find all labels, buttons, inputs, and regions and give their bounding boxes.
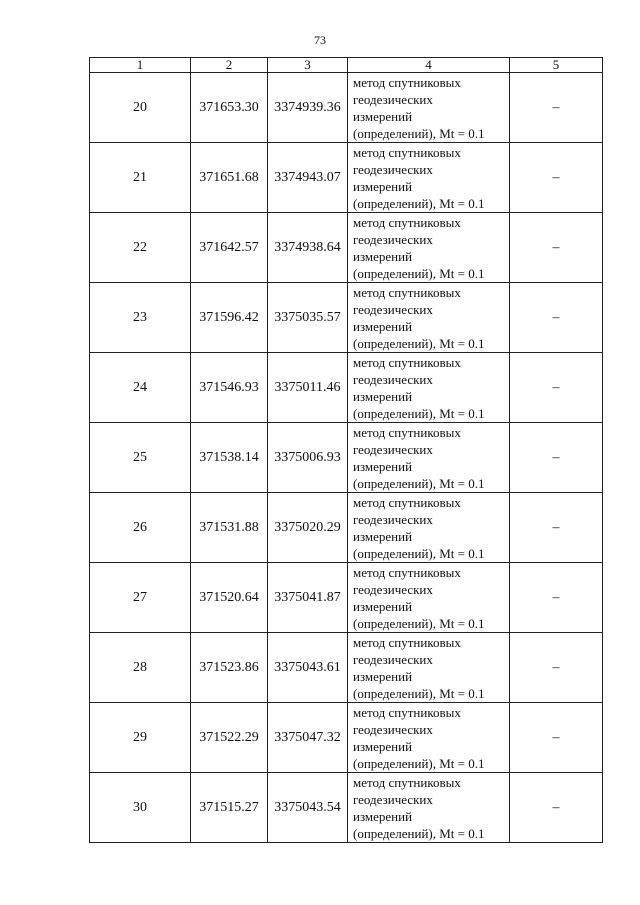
method-line: метод спутниковых — [353, 564, 461, 580]
table-row — [90, 423, 603, 493]
y-coordinate-cell: 3374938.64 — [268, 213, 348, 283]
table-row — [90, 703, 603, 773]
method-cell — [348, 633, 510, 703]
x-coordinate-cell: 371520.64 — [191, 563, 268, 633]
coordinates-table — [89, 57, 603, 843]
x-coordinate-cell: 371651.68 — [191, 143, 268, 213]
method-cell — [348, 423, 510, 493]
method-cell — [348, 493, 510, 563]
method-line: (определений), Mt = 0.1 — [353, 475, 485, 491]
point-number-cell: 20 — [90, 73, 191, 143]
header-row — [90, 58, 603, 73]
table-row — [90, 73, 603, 143]
y-coordinate-cell: 3375043.54 — [268, 773, 348, 843]
point-number-cell: 28 — [90, 633, 191, 703]
note-cell: – — [510, 213, 603, 283]
method-line: (определений), Mt = 0.1 — [353, 615, 485, 631]
x-coordinate-cell: 371642.57 — [191, 213, 268, 283]
y-coordinate-cell: 3375006.93 — [268, 423, 348, 493]
table-row — [90, 353, 603, 423]
table-row — [90, 563, 603, 633]
method-line: измерений — [353, 738, 413, 754]
note-cell: – — [510, 633, 603, 703]
method-line: метод спутниковых — [353, 144, 461, 160]
point-number-cell: 27 — [90, 563, 191, 633]
method-cell — [348, 283, 510, 353]
method-line: измерений — [353, 388, 413, 404]
method-line: (определений), Mt = 0.1 — [353, 545, 485, 561]
column-header-note: 5 — [510, 58, 603, 73]
point-number-cell: 21 — [90, 143, 191, 213]
point-number-cell: 26 — [90, 493, 191, 563]
column-header-x: 2 — [191, 58, 268, 73]
method-line: метод спутниковых — [353, 704, 461, 720]
table-row — [90, 143, 603, 213]
x-coordinate-cell: 371523.86 — [191, 633, 268, 703]
method-line: измерений — [353, 668, 413, 684]
point-number-cell: 22 — [90, 213, 191, 283]
y-coordinate-cell: 3375047.32 — [268, 703, 348, 773]
x-coordinate-cell: 371515.27 — [191, 773, 268, 843]
method-line: геодезических — [353, 301, 433, 317]
method-line: (определений), Mt = 0.1 — [353, 195, 485, 211]
method-line: измерений — [353, 528, 413, 544]
method-line: геодезических — [353, 721, 433, 737]
method-line: измерений — [353, 178, 413, 194]
method-line: метод спутниковых — [353, 74, 461, 90]
method-line: геодезических — [353, 231, 433, 247]
point-number-cell: 30 — [90, 773, 191, 843]
table-row — [90, 493, 603, 563]
note-cell: – — [510, 73, 603, 143]
x-coordinate-cell: 371596.42 — [191, 283, 268, 353]
y-coordinate-cell: 3375035.57 — [268, 283, 348, 353]
method-line: метод спутниковых — [353, 214, 461, 230]
method-line: (определений), Mt = 0.1 — [353, 265, 485, 281]
point-number-cell: 24 — [90, 353, 191, 423]
method-line: измерений — [353, 318, 413, 334]
method-line: геодезических — [353, 651, 433, 667]
method-line: геодезических — [353, 581, 433, 597]
method-line: (определений), Mt = 0.1 — [353, 125, 485, 141]
note-cell: – — [510, 773, 603, 843]
x-coordinate-cell: 371653.30 — [191, 73, 268, 143]
method-line: измерений — [353, 458, 413, 474]
method-line: измерений — [353, 248, 413, 264]
method-cell — [348, 773, 510, 843]
note-cell: – — [510, 283, 603, 353]
method-line: геодезических — [353, 441, 433, 457]
method-line: метод спутниковых — [353, 494, 461, 510]
note-cell: – — [510, 703, 603, 773]
column-header-method: 4 — [348, 58, 510, 73]
method-line: (определений), Mt = 0.1 — [353, 335, 485, 351]
method-line: (определений), Mt = 0.1 — [353, 755, 485, 771]
method-line: (определений), Mt = 0.1 — [353, 825, 485, 841]
note-cell: – — [510, 423, 603, 493]
x-coordinate-cell: 371538.14 — [191, 423, 268, 493]
note-cell: – — [510, 493, 603, 563]
table-row — [90, 773, 603, 843]
page-number: 73 — [314, 33, 326, 47]
y-coordinate-cell: 3374943.07 — [268, 143, 348, 213]
method-cell — [348, 703, 510, 773]
y-coordinate-cell: 3375043.61 — [268, 633, 348, 703]
y-coordinate-cell: 3375011.46 — [268, 353, 348, 423]
method-line: метод спутниковых — [353, 424, 461, 440]
x-coordinate-cell: 371546.93 — [191, 353, 268, 423]
note-cell: – — [510, 143, 603, 213]
method-line: геодезических — [353, 791, 433, 807]
method-line: метод спутниковых — [353, 354, 461, 370]
method-cell — [348, 353, 510, 423]
method-line: геодезических — [353, 91, 433, 107]
table-body — [90, 73, 603, 843]
method-cell — [348, 143, 510, 213]
method-cell — [348, 563, 510, 633]
table-row — [90, 283, 603, 353]
x-coordinate-cell: 371522.29 — [191, 703, 268, 773]
method-line: (определений), Mt = 0.1 — [353, 405, 485, 421]
x-coordinate-cell: 371531.88 — [191, 493, 268, 563]
method-line: геодезических — [353, 511, 433, 527]
note-cell: – — [510, 353, 603, 423]
method-line: метод спутниковых — [353, 634, 461, 650]
method-line: измерений — [353, 108, 413, 124]
column-header-y: 3 — [268, 58, 348, 73]
column-header-number: 1 — [90, 58, 191, 73]
table-row — [90, 633, 603, 703]
method-line: (определений), Mt = 0.1 — [353, 685, 485, 701]
point-number-cell: 23 — [90, 283, 191, 353]
method-line: измерений — [353, 598, 413, 614]
note-cell: – — [510, 563, 603, 633]
method-line: измерений — [353, 808, 413, 824]
y-coordinate-cell: 3375041.87 — [268, 563, 348, 633]
method-line: геодезических — [353, 161, 433, 177]
method-line: метод спутниковых — [353, 774, 461, 790]
point-number-cell: 29 — [90, 703, 191, 773]
method-line: геодезических — [353, 371, 433, 387]
table-row — [90, 213, 603, 283]
method-line: метод спутниковых — [353, 284, 461, 300]
y-coordinate-cell: 3374939.36 — [268, 73, 348, 143]
method-cell — [348, 213, 510, 283]
point-number-cell: 25 — [90, 423, 191, 493]
method-cell — [348, 73, 510, 143]
y-coordinate-cell: 3375020.29 — [268, 493, 348, 563]
